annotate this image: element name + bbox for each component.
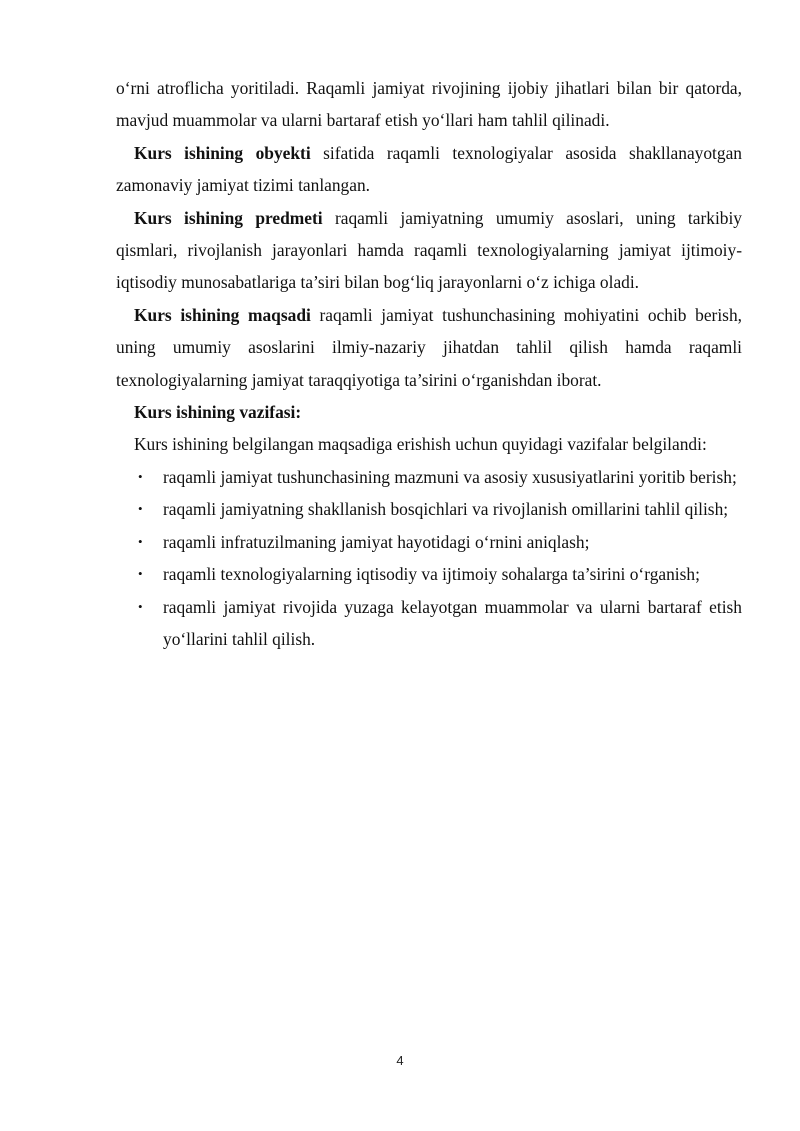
subject-paragraph xyxy=(116,202,742,299)
tasks-heading: Kurs ishining vazifasi: xyxy=(134,402,302,423)
goal-text: raqamli jamiyat tushunchasining mohiyatini ochib berish, uning umumiy asoslarini ilmiy-nazariy jihatdan tahlil qilish hamda raqamli texnologiyalarning jamiyat taraqqiyotiga ta’sirini o‘rganishdan iborat. xyxy=(116,304,742,390)
subject-text: raqamli jamiyatning umumiy asoslari, uning tarkibiy qismlari, rivojlanish jarayonlari hamda raqamli texnologiyalarning jamiyat ijtimoiy-iqtisodiy munosabatlariga ta’siri bilan bog‘liq jarayonlarni o‘z ichiga oladi. xyxy=(116,207,743,293)
bullet-icon: • xyxy=(138,598,143,614)
task-text: raqamli jamiyat rivojida yuzaga kelayotgan muammolar va ularni bartaraf etish yo‘llarini tahlil qilish. xyxy=(163,596,742,649)
bullet-icon: • xyxy=(138,533,143,549)
list-item xyxy=(116,526,742,558)
list-item xyxy=(116,558,742,590)
list-item xyxy=(116,591,742,656)
bullet-icon: • xyxy=(138,566,143,582)
object-paragraph xyxy=(116,137,742,202)
goal-label: Kurs ishining maqsadi xyxy=(134,304,311,325)
task-text: raqamli jamiyatning shakllanish bosqichlari va rivojlanish omillarini tahlil qilish; xyxy=(163,499,729,520)
bullet-icon: • xyxy=(138,501,143,517)
object-text: sifatida raqamli texnologiyalar asosida shakllanayotgan zamonaviy jamiyat tizimi tanlangan. xyxy=(116,142,742,196)
list-item xyxy=(116,493,742,525)
list-item xyxy=(116,461,742,493)
task-text: raqamli texnologiyalarning iqtisodiy va ijtimoiy sohalarga ta’sirini o‘rganish; xyxy=(163,564,700,585)
task-text: raqamli infratuzilmaning jamiyat hayotidagi o‘rnini aniqlash; xyxy=(163,531,590,552)
tasks-intro: Kurs ishining belgilangan maqsadiga erishish uchun quyidagi vazifalar belgilandi: xyxy=(134,434,707,455)
page-body xyxy=(116,72,742,655)
bullet-icon: • xyxy=(138,468,143,484)
intro-paragraph: o‘rni atroflicha yoritiladi. Raqamli jamiyat rivojining ijobiy jihatlari bilan bir qatorda, mavjud muammolar va ularni bartaraf etish yo‘llari ham tahlil qilinadi. xyxy=(116,78,742,131)
subject-label: Kurs ishining predmeti xyxy=(134,207,323,228)
goal-paragraph xyxy=(116,299,742,396)
tasks-list xyxy=(116,461,742,655)
object-label: Kurs ishining obyekti xyxy=(134,142,311,163)
page-number: 4 xyxy=(396,1053,404,1068)
task-text: raqamli jamiyat tushunchasining mazmuni va asosiy xususiyatlarini yoritib berish; xyxy=(163,466,737,487)
